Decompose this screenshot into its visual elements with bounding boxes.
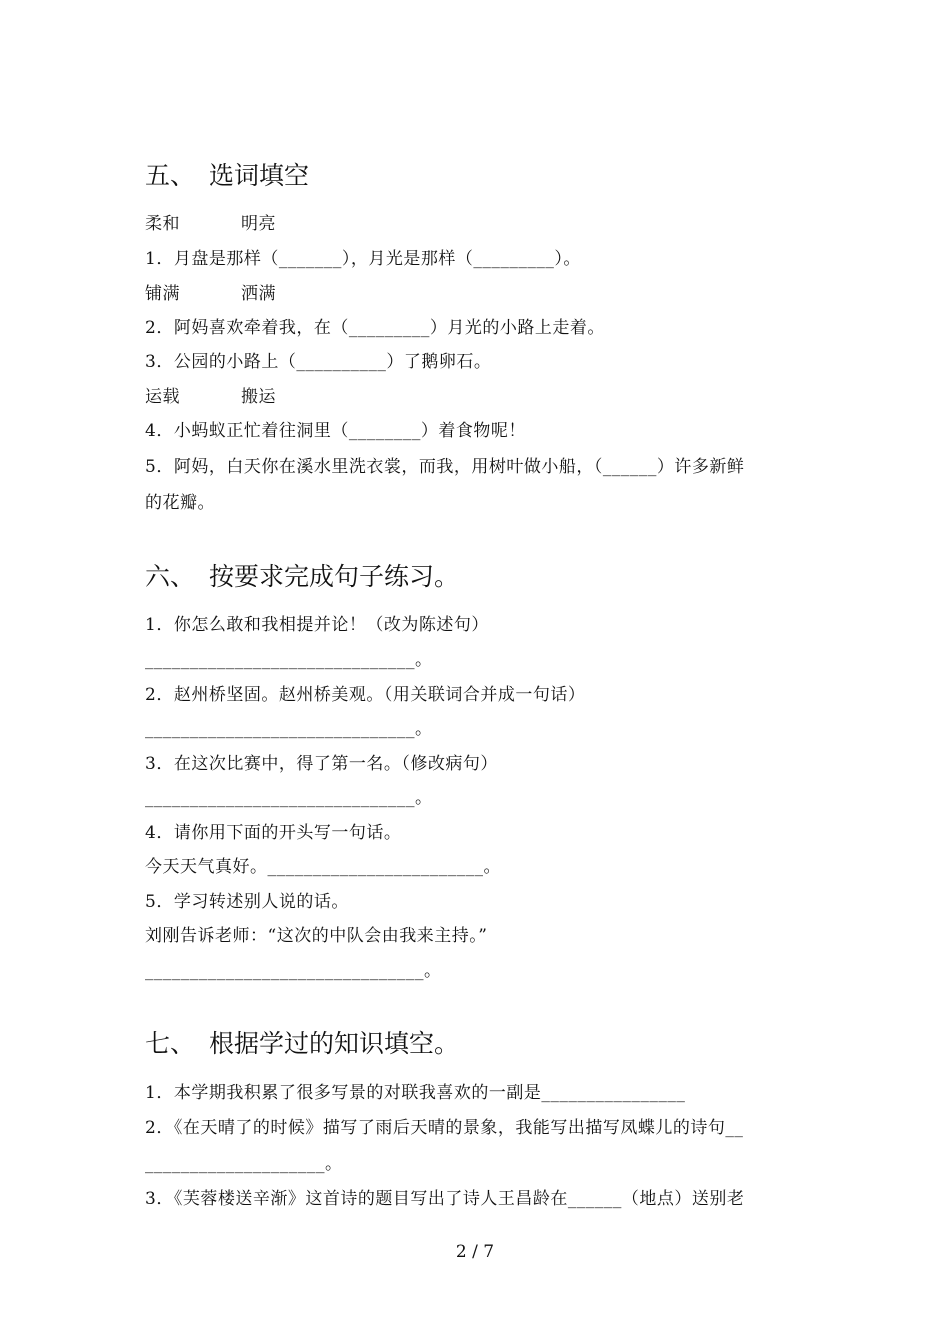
question-6-3: 3．在这次比赛中，得了第一名。（修改病句） <box>145 754 498 774</box>
word-option: 明亮 <box>241 214 276 234</box>
question-6-1: 1．你怎么敢和我相提并论！（改为陈述句） <box>145 615 489 635</box>
word-option: 铺满 <box>145 284 180 304</box>
question-6-4: 4．请你用下面的开头写一句话。 <box>145 823 402 843</box>
question-7-2: 2．《在天晴了的时候》描写了雨后天晴的景象，我能写出描写凤蝶儿的诗句__ <box>145 1118 744 1138</box>
question-5-4: 4．小蚂蚁正忙着往洞里（________）着食物呢！ <box>145 421 526 441</box>
word-option: 洒满 <box>241 284 276 304</box>
question-5-2: 2．阿妈喜欢牵着我，在（_________）月光的小路上走着。 <box>145 318 605 338</box>
question-5-5-cont: 的花瓣。 <box>145 493 215 513</box>
question-6-5-quote: 刘刚告诉老师：“这次的中队会由我来主持。” <box>145 926 488 946</box>
section-6-number: 六、 <box>145 562 196 591</box>
word-option: 搬运 <box>241 387 276 407</box>
section-7-title: 根据学过的知识填空。 <box>209 1029 460 1058</box>
section-5-number: 五、 <box>145 161 196 190</box>
question-5-5: 5．阿妈，白天你在溪水里洗衣裳，而我，用树叶做小船，（______）许多新鲜 <box>145 457 745 477</box>
section-6-title: 按要求完成句子练习。 <box>209 562 460 591</box>
question-6-2: 2．赵州桥坚固。赵州桥美观。（用关联词合并成一句话） <box>145 685 586 705</box>
answer-line-6-1: ______________________________。 <box>145 650 433 670</box>
question-6-5: 5．学习转述别人说的话。 <box>145 892 349 912</box>
section-7-number: 七、 <box>145 1029 196 1058</box>
answer-line-6-3: ______________________________。 <box>145 788 433 808</box>
section-5-heading <box>145 156 309 192</box>
section-6-heading <box>145 557 459 593</box>
section-5-title: 选词填空 <box>209 161 310 190</box>
page-number: 2 / 7 <box>455 1242 495 1262</box>
section-7-heading <box>145 1024 459 1060</box>
question-5-3: 3．公园的小路上（__________）了鹅卵石。 <box>145 352 492 372</box>
question-7-3: 3．《芙蓉楼送辛渐》这首诗的题目写出了诗人王昌龄在______（地点）送别老 <box>145 1189 745 1209</box>
answer-line-6-5: _______________________________。 <box>145 961 442 981</box>
answer-line-7-2: ____________________。 <box>145 1154 343 1174</box>
word-pair-1 <box>145 209 276 234</box>
answer-line-6-4: 今天天气真好。________________________。 <box>145 857 501 877</box>
question-7-1: 1．本学期我积累了很多写景的对联我喜欢的一副是________________ <box>145 1083 686 1103</box>
answer-line-6-2: ______________________________。 <box>145 719 433 739</box>
question-5-1: 1．月盘是那样（_______），月光是那样（_________）。 <box>145 249 581 269</box>
word-pair-3 <box>145 382 276 407</box>
word-pair-2 <box>145 279 276 304</box>
word-option: 柔和 <box>145 214 180 234</box>
word-option: 运载 <box>145 387 180 407</box>
